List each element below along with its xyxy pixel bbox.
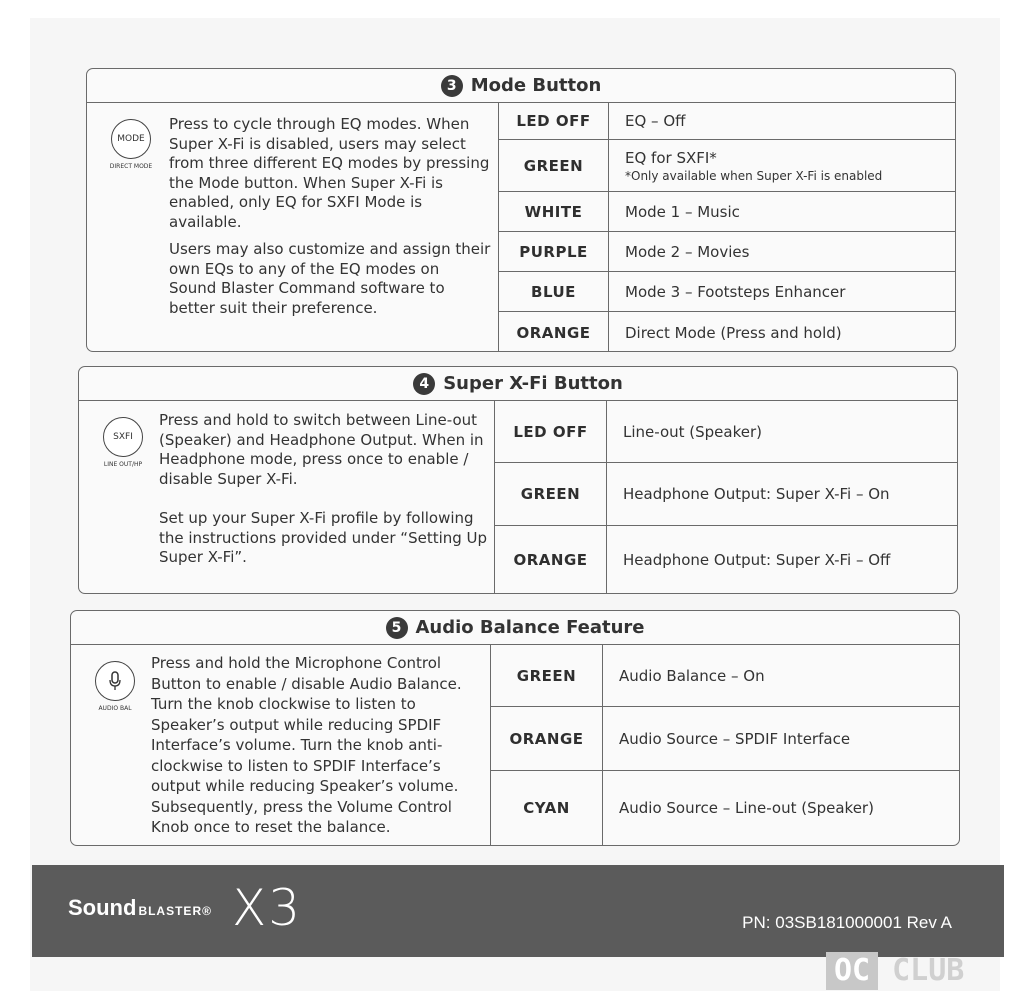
brand-blaster: BLASTER® bbox=[138, 904, 212, 918]
section-number: 4 bbox=[413, 373, 435, 395]
led-mode: Mode 3 – Footsteps Enhancer bbox=[625, 282, 846, 301]
icon-caption: LINE OUT/HP bbox=[103, 461, 143, 468]
icon-caption: AUDIO BAL bbox=[98, 705, 132, 712]
led-color: GREEN bbox=[499, 140, 609, 191]
section-header bbox=[71, 611, 959, 645]
led-mode: Mode 1 – Music bbox=[625, 202, 740, 221]
watermark-right: CLUB bbox=[892, 953, 965, 988]
led-color: WHITE bbox=[499, 192, 609, 231]
section-number: 3 bbox=[441, 75, 463, 97]
icon-label: SXFI bbox=[103, 417, 143, 457]
brand-sound: Sound bbox=[68, 895, 137, 920]
led-color: GREEN bbox=[491, 645, 603, 706]
table-row bbox=[495, 526, 957, 593]
led-color: ORANGE bbox=[491, 707, 603, 770]
led-table bbox=[499, 103, 955, 351]
led-mode: Headphone Output: Super X-Fi – On bbox=[623, 485, 890, 503]
led-color: CYAN bbox=[491, 771, 603, 845]
sxfi-button-icon bbox=[93, 417, 153, 468]
table-row bbox=[499, 232, 955, 272]
led-color: ORANGE bbox=[499, 312, 609, 352]
table-row bbox=[499, 312, 955, 352]
icon-caption: DIRECT MODE bbox=[109, 163, 153, 170]
model-name: X3 bbox=[232, 879, 303, 937]
table-row bbox=[499, 272, 955, 312]
description-paragraph: Press to cycle through EQ modes. When Super X-Fi is disabled, users may select from three different EQ modes by pressing the Mode button. When Super X-Fi is enabled, only EQ for SXFI Mode is available. bbox=[169, 115, 490, 231]
table-row bbox=[491, 707, 959, 771]
led-table bbox=[491, 645, 959, 845]
led-mode: Line-out (Speaker) bbox=[623, 422, 762, 441]
section-title: Mode Button bbox=[470, 75, 602, 96]
led-mode: EQ – Off bbox=[625, 112, 686, 130]
watermark bbox=[826, 950, 1024, 991]
led-color: ORANGE bbox=[495, 526, 607, 593]
led-mode: Headphone Output: Super X-Fi – Off bbox=[623, 550, 891, 569]
section-audio-balance bbox=[70, 610, 960, 846]
section-number: 5 bbox=[386, 617, 408, 639]
description-paragraph: Press and hold to switch between Line-out (Speaker) and Headphone Output. When in Headphone mode, press once to enable / disable Super X-Fi. bbox=[159, 411, 484, 488]
part-number: PN: 03SB181000001 Rev A bbox=[742, 913, 952, 932]
table-row bbox=[495, 401, 957, 463]
footer-band bbox=[32, 865, 1004, 957]
led-mode: Mode 2 – Movies bbox=[625, 242, 750, 261]
section-title: Audio Balance Feature bbox=[415, 617, 645, 638]
led-mode: Audio Source – Line-out (Speaker) bbox=[619, 799, 874, 817]
led-color: LED OFF bbox=[495, 401, 607, 462]
table-row bbox=[491, 645, 959, 707]
description-paragraph: Users may also customize and assign their own EQs to any of the EQ modes on Sound Blaster Command software to better suit their preference. bbox=[169, 240, 491, 317]
led-color: GREEN bbox=[495, 463, 607, 525]
section-header bbox=[87, 69, 955, 103]
section-super-xfi-button bbox=[78, 366, 958, 594]
table-row bbox=[499, 140, 955, 192]
table-row bbox=[499, 103, 955, 140]
section-header bbox=[79, 367, 957, 401]
led-note: *Only available when Super X-Fi is enabled bbox=[625, 168, 883, 183]
led-color: BLUE bbox=[499, 272, 609, 311]
led-table bbox=[495, 401, 957, 593]
table-row bbox=[495, 463, 957, 526]
mode-button-icon bbox=[101, 119, 161, 170]
section-mode-button bbox=[86, 68, 956, 352]
table-row bbox=[491, 771, 959, 845]
section-title: Super X-Fi Button bbox=[443, 373, 623, 394]
description-paragraph: Set up your Super X-Fi profile by following the instructions provided under “Setting Up Super X-Fi”. bbox=[159, 509, 488, 566]
led-mode: Direct Mode (Press and hold) bbox=[625, 323, 842, 342]
led-mode: EQ for SXFI* bbox=[625, 148, 717, 167]
watermark-left: OC bbox=[826, 952, 878, 990]
led-mode: Audio Balance – On bbox=[619, 666, 765, 685]
microphone-icon bbox=[85, 661, 145, 712]
brand-logo bbox=[68, 895, 212, 921]
led-color: LED OFF bbox=[499, 103, 609, 139]
description-paragraph: Press and hold the Microphone Control Button to enable / disable Audio Balance. Turn the knob clockwise to listen to Speaker’s output while reducing SPDIF Interface’s volume. Turn the knob anti-clockwise to listen to SPDIF Interface’s output while reducing Speaker’s volume. Subsequently, press the Volume Control Knob once to reset the balance. bbox=[151, 654, 462, 836]
icon-label: MODE bbox=[111, 119, 151, 159]
led-color: PURPLE bbox=[499, 232, 609, 271]
table-row bbox=[499, 192, 955, 232]
led-mode: Audio Source – SPDIF Interface bbox=[619, 729, 851, 748]
